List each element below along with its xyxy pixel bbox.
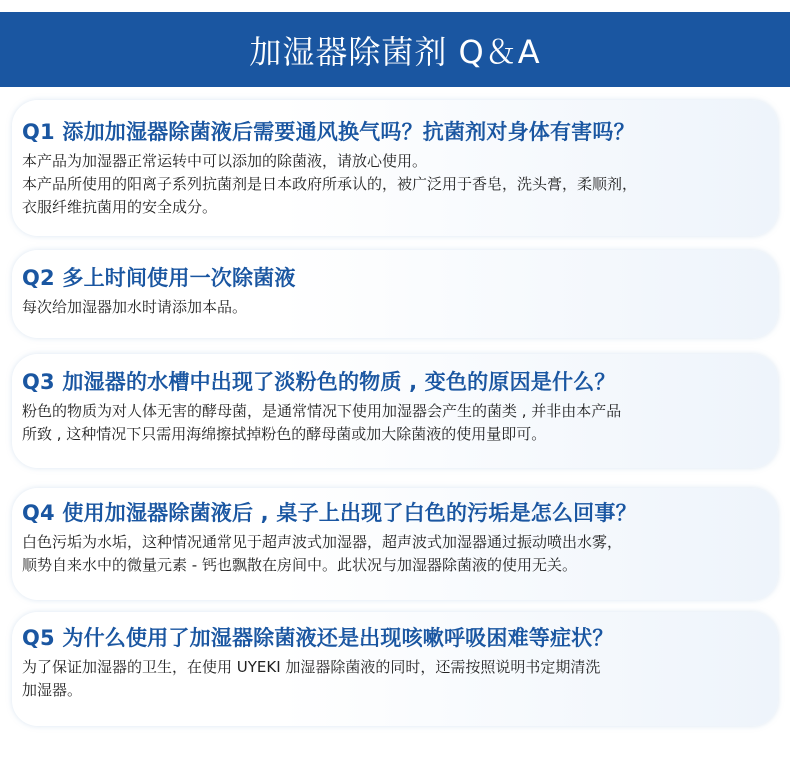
faq-answer-line: 顺势自来水中的微量元素 - 钙也飘散在房间中。此状况与加湿器除菌液的使用无关。 bbox=[22, 556, 577, 574]
faq-answer-line: 所致 , 这种情况下只需用海绵擦拭掉粉色的酵母菌或加大除菌液的使用量即可。 bbox=[22, 425, 547, 443]
faq-answer-line: 每次给加湿器加水时请添加本品。 bbox=[22, 298, 248, 316]
faq-question: Q1 添加加湿器除菌液后需要通风换气吗？抗菌剂对身体有害吗？ bbox=[22, 120, 635, 144]
header-banner bbox=[0, 12, 790, 87]
page-title: 加湿器除菌剂 Q＆A bbox=[249, 32, 541, 71]
faq-answer-line: 本产品所使用的阳离子系列抗菌剂是日本政府所承认的，被广泛用于香皂，洗头膏，柔顺剂， bbox=[22, 175, 638, 193]
faq-question: Q2 多上时间使用一次除菌液 bbox=[22, 266, 296, 290]
faq-answer-line: 本产品为加湿器正常运转中可以添加的除菌液，请放心使用。 bbox=[22, 152, 428, 170]
faq-card-q4 bbox=[12, 488, 778, 600]
faq-card-q3 bbox=[12, 354, 778, 468]
faq-answer bbox=[22, 400, 778, 446]
faq-answer-line: 衣服纤维抗菌用的安全成分。 bbox=[22, 198, 218, 216]
faq-answer bbox=[22, 150, 778, 219]
faq-answer-line: 粉色的物质为对人体无害的酵母菌，是通常情况下使用加湿器会产生的菌类 , 并非由本产品 bbox=[22, 402, 622, 420]
faq-question: Q5 为什么使用了加湿器除菌液还是出现咳嗽呼吸困难等症状？ bbox=[22, 626, 614, 650]
faq-answer-line: 加湿器。 bbox=[22, 681, 83, 699]
faq-question: Q3 加湿器的水槽中出现了淡粉色的物质 , 变色的原因是什么？ bbox=[22, 370, 616, 394]
faq-card-q2 bbox=[12, 250, 778, 338]
faq-answer bbox=[22, 296, 778, 319]
faq-answer-line: 为了保证加湿器的卫生，在使用 UYEKI 加湿器除菌液的同时，还需按照说明书定期清洗 bbox=[22, 658, 601, 676]
faq-answer-line: 白色污垢为水垢，这种情况通常见于超声波式加湿器，超声波式加湿器通过振动喷出水雾， bbox=[22, 533, 623, 551]
faq-answer bbox=[22, 656, 778, 702]
faq-answer bbox=[22, 531, 778, 577]
faq-question: Q4 使用加湿器除菌液后 , 桌子上出现了白色的污垢是怎么回事？ bbox=[22, 501, 637, 525]
faq-card-q1 bbox=[12, 100, 778, 236]
faq-card-q5 bbox=[12, 612, 778, 726]
